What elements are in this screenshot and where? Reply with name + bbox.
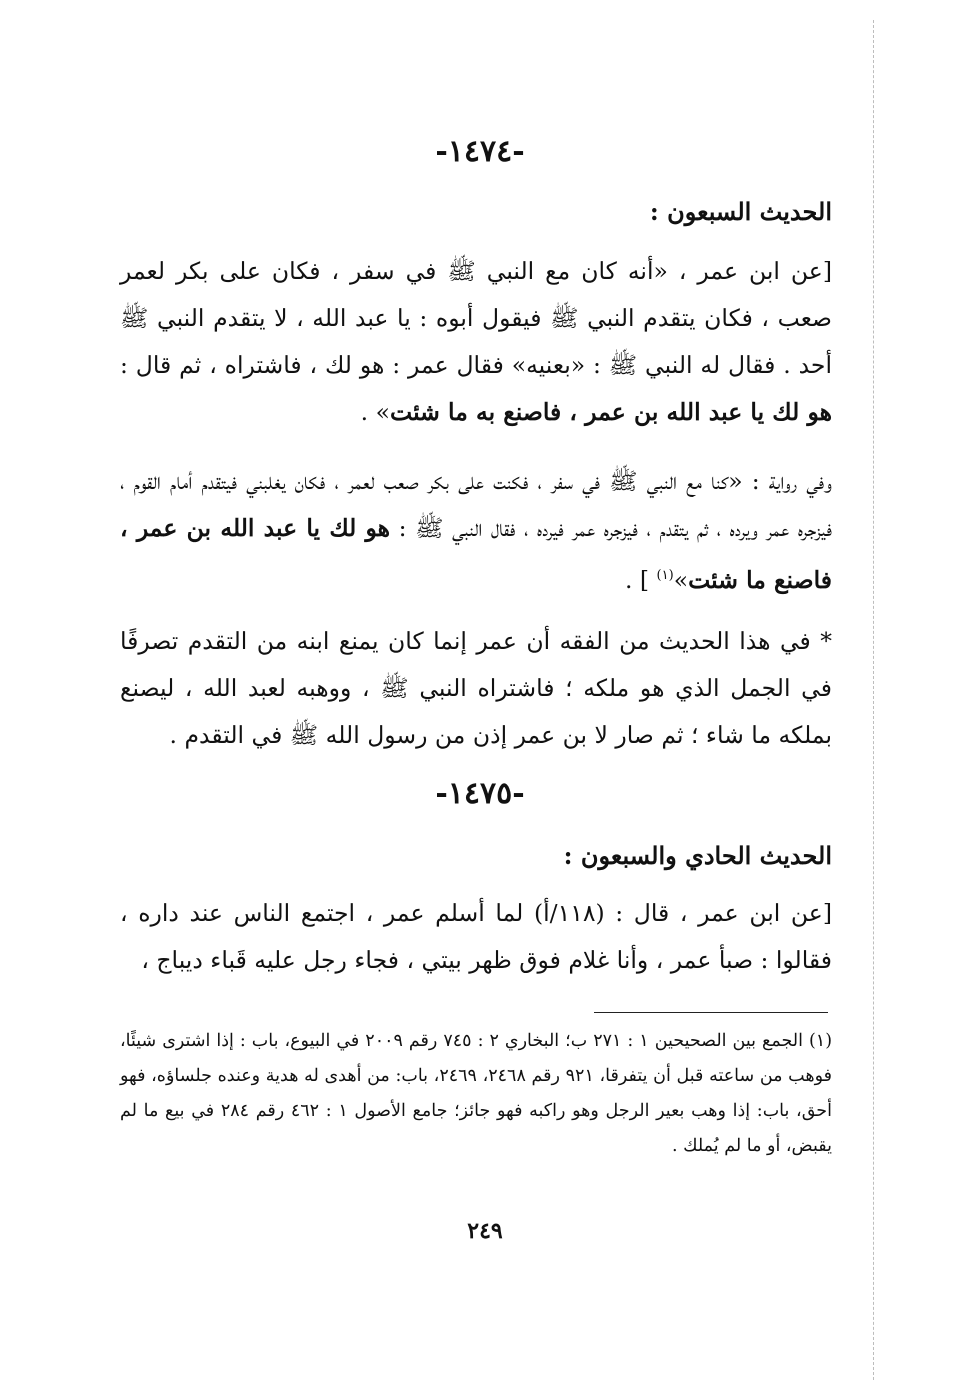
riwaya-paragraph bbox=[120, 458, 832, 604]
footnote-ref-1: (١) bbox=[656, 568, 674, 583]
hadith-number-1474: -١٤٧٤- bbox=[435, 134, 525, 169]
hadith-1474-bold-text: هو لك يا عبد الله بن عمر ، فاصنع به ما شئت bbox=[390, 398, 832, 426]
fiqh-note-block bbox=[120, 618, 832, 759]
hadith-number-1475: -١٤٧٥- bbox=[435, 776, 525, 811]
hadith-1474-text-end: » . bbox=[360, 398, 390, 426]
hadith-1474-body bbox=[120, 248, 832, 436]
footnote-1: (١) الجمع بين الصحيحين ١ : ٢٧١ ب؛ البخاري ٢ : ٧٤٥ رقم ٢٠٠٩ في البيوع، باب : إذا اشترى شيئًا، فوهب من ساعته قبل أن يتفرقا، ٩٢١ رقم ٢٤٦٨، ٢٤٦٩، باب: من أهدى له هدية وعنده جلساؤه، فهو أحق، باب: إذا وهب بعير الرجل وهو راكبه فهو جائز؛ جامع الأصول ١ : ٤٦٢ رقم ٢٨٤ في بيع ما لم يقبض، أو ما لم يُملك . bbox=[120, 1031, 833, 1156]
hadith-1474-main-paragraph bbox=[120, 248, 832, 436]
riwaya-text-end: » bbox=[673, 565, 689, 594]
fiqh-note-paragraph: * في هذا الحديث من الفقه أن عمر إنما كان يمنع ابنه من التقدم تصرفًا في الجمل الذي هو ملكه ؛ فاشتراه النبي ﷺ ، ووهبه لعبد الله ، ليصنع بملكه ما شاء ؛ ثم صار لا بن عمر إذن من رسول الله ﷺ في التقدم . bbox=[120, 627, 832, 749]
hadith-1475-body bbox=[120, 890, 832, 984]
riwaya-bold-text: هو لك يا عبد الله بن عمر ، فاصنع ما شئت bbox=[120, 514, 832, 594]
riwaya-text: وفي رواية : «كنا مع النبي ﷺ في سفر ، فكنت على بكر صعب لعمر ، فكان يغلبني فيتقدم أمام القوم ، فيزجره عمر ويرده ، ثم يتقدم ، فيزجره عمر فيرده ، فقال النبي ﷺ : bbox=[120, 467, 832, 542]
scan-edge-line bbox=[873, 20, 874, 1380]
riwaya-close: ] . bbox=[624, 565, 657, 594]
riwaya-block bbox=[120, 458, 832, 604]
hadith-heading-70: الحديث السبعون : bbox=[649, 197, 832, 226]
footnote-separator bbox=[594, 1012, 828, 1013]
hadith-1475-paragraph: [عن ابن عمر ، قال : (١١٨/أ) لما أسلم عمر ، اجتمع الناس عند داره ، فقالوا : صبأ عمر ، وأنا غلام فوق ظهر بيتي ، فجاء رجل عليه قَباء ديباج ، bbox=[120, 899, 832, 974]
hadith-heading-71: الحديث الحادي والسبعون : bbox=[563, 841, 832, 870]
hadith-1474-text: [عن ابن عمر ، «أنه كان مع النبي ﷺ في سفر ، فكان على بكر لعمر صعب ، فكان يتقدم النبي ﷺ فيقول أبوه : يا عبد الله ، لا يتقدم النبي ﷺ أحد . فقال له النبي ﷺ : «بعنيه» فقال عمر : هو لك ، فاشتراه ، ثم قال : bbox=[120, 257, 832, 379]
page-number: ٢٤٩ bbox=[467, 1218, 503, 1244]
